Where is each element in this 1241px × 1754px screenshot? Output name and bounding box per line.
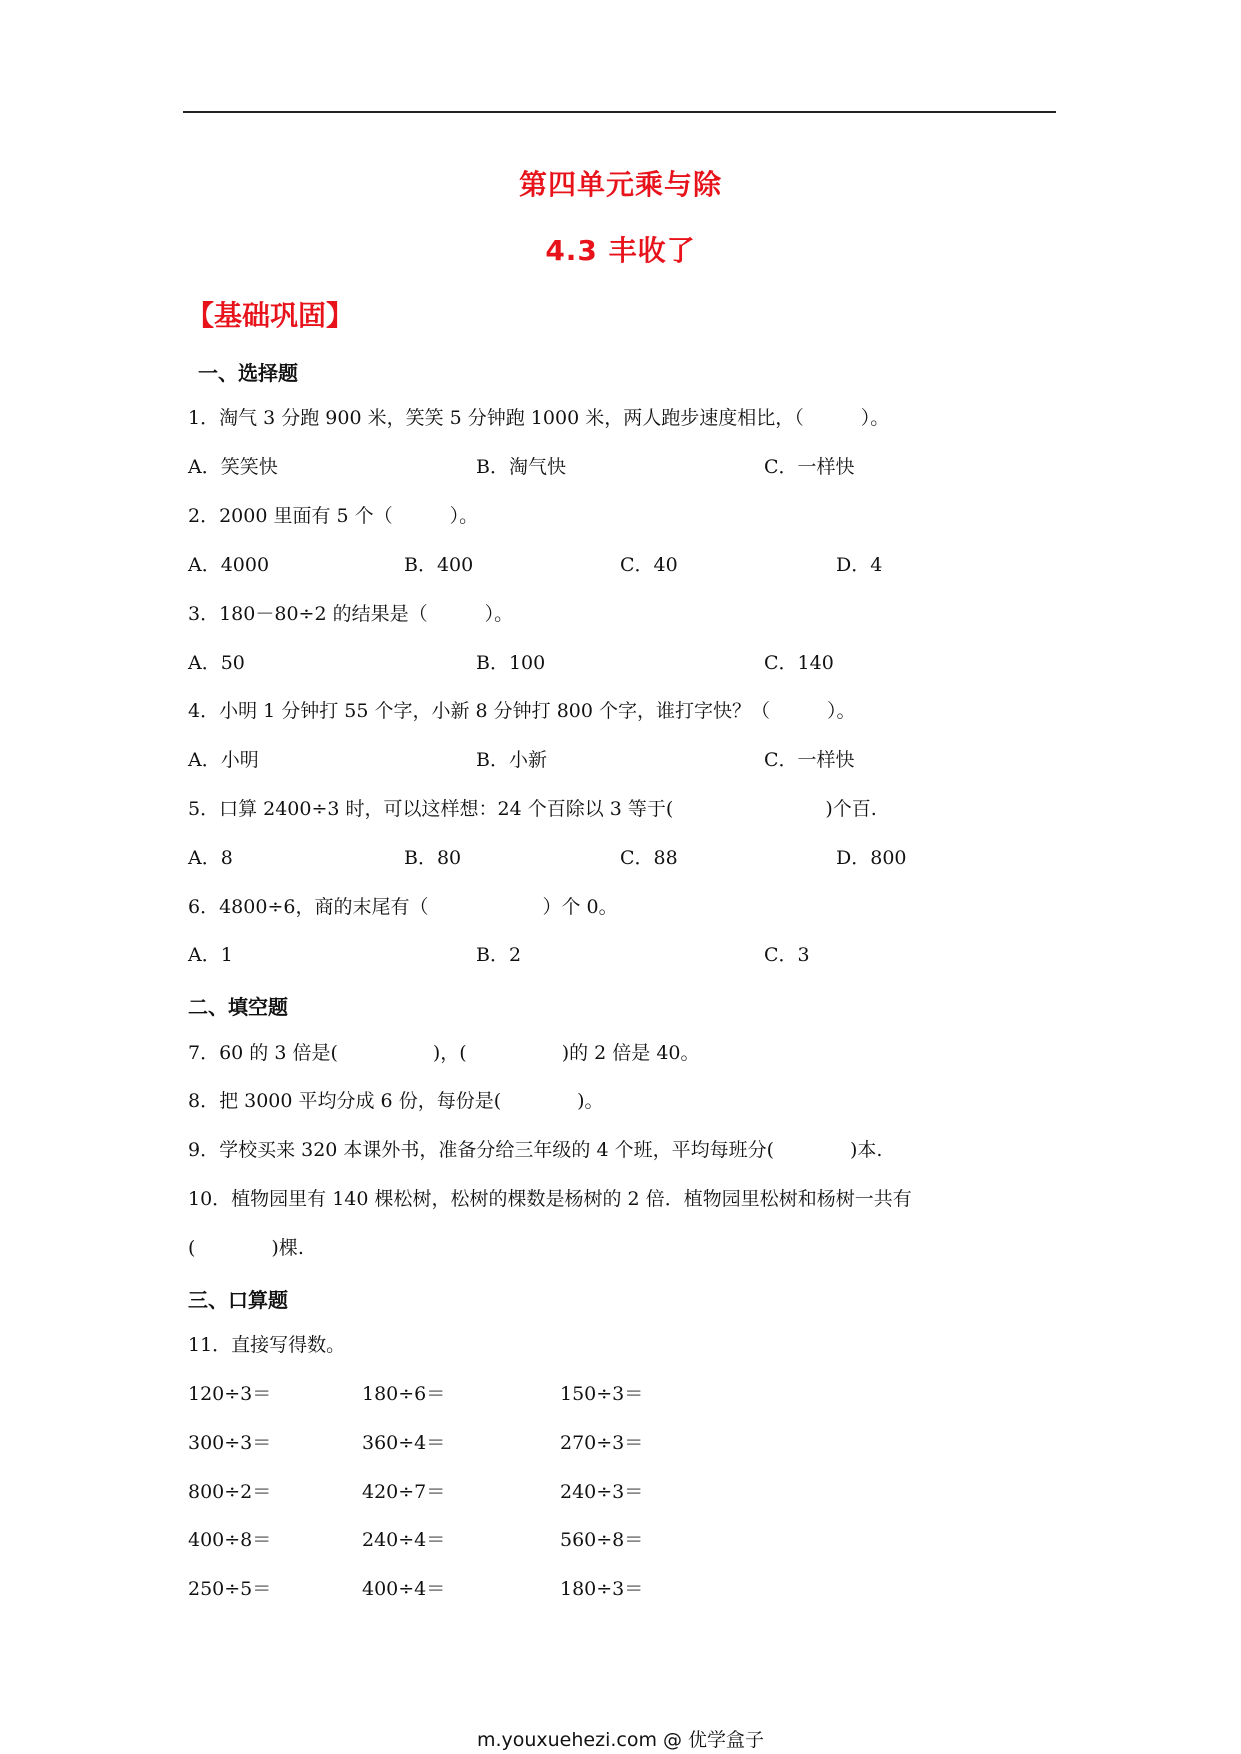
q4-option-b: B．小新 <box>476 749 547 771</box>
calc-item: 180÷6＝ <box>362 1383 446 1405</box>
q6-option-a: A．1 <box>188 944 233 966</box>
question-10: 10．植物园里有 140 棵松树，松树的棵数是杨树的 2 倍．植物园里松树和杨树一共有 <box>188 1188 912 1210</box>
calc-item: 800÷2＝ <box>188 1481 272 1503</box>
calc-item: 300÷3＝ <box>188 1432 272 1454</box>
q2-option-c: C．40 <box>620 554 678 576</box>
q1-option-a: A．笑笑快 <box>188 456 278 478</box>
calc-item: 180÷3＝ <box>560 1578 644 1600</box>
calc-item: 560÷8＝ <box>560 1529 644 1551</box>
calc-item: 420÷7＝ <box>362 1481 446 1503</box>
question-9: 9．学校买来 320 本课外书，准备分给三年级的 4 个班，平均每班分( )本. <box>188 1139 883 1161</box>
question-6: 6．4800÷6，商的末尾有（ ）个 0。 <box>188 896 618 918</box>
q4-option-a: A．小明 <box>188 749 259 771</box>
q3-option-c: C．140 <box>764 652 834 674</box>
page-subtitle: 4.3 丰收了 <box>545 234 696 267</box>
question-8: 8．把 3000 平均分成 6 份，每份是( )。 <box>188 1090 604 1112</box>
footer-watermark[interactable]: m.youxuehezi.com @ 优学盒子 <box>476 1729 765 1751</box>
part2-heading: 二、填空题 <box>188 995 288 1019</box>
q5-option-a: A．8 <box>188 847 233 869</box>
q1-option-c: C．一样快 <box>764 456 855 478</box>
calc-item: 240÷4＝ <box>362 1529 446 1551</box>
question-7: 7．60 的 3 倍是( )，( )的 2 倍是 40。 <box>188 1042 700 1064</box>
question-5: 5．口算 2400÷3 时，可以这样想：24 个百除以 3 等于( )个百. <box>188 798 877 820</box>
q6-option-c: C．3 <box>764 944 810 966</box>
question-11: 11．直接写得数。 <box>188 1334 346 1356</box>
question-2: 2．2000 里面有 5 个（ ）。 <box>188 505 479 527</box>
calc-item: 250÷5＝ <box>188 1578 272 1600</box>
q1-option-b: B．淘气快 <box>476 456 566 478</box>
calc-item: 360÷4＝ <box>362 1432 446 1454</box>
part1-heading: 一、选择题 <box>198 361 298 385</box>
q3-option-a: A．50 <box>188 652 245 674</box>
question-1: 1．淘气 3 分跑 900 米，笑笑 5 分钟跑 1000 米，两人跑步速度相比，（ ）。 <box>188 407 890 429</box>
part3-heading: 三、口算题 <box>188 1288 288 1312</box>
calc-item: 240÷3＝ <box>560 1481 644 1503</box>
calc-item: 270÷3＝ <box>560 1432 644 1454</box>
page-title: 第四单元乘与除 <box>518 168 722 201</box>
q2-option-d: D．4 <box>836 554 883 576</box>
question-10-continued: ( )棵. <box>188 1237 304 1259</box>
q5-option-d: D．800 <box>836 847 907 869</box>
q3-option-b: B．100 <box>476 652 546 674</box>
q5-option-b: B．80 <box>404 847 462 869</box>
calc-item: 400÷4＝ <box>362 1578 446 1600</box>
q4-option-c: C．一样快 <box>764 749 855 771</box>
calc-item: 120÷3＝ <box>188 1383 272 1405</box>
q2-option-b: B．400 <box>404 554 474 576</box>
question-3: 3．180－80÷2 的结果是（ ）。 <box>188 603 514 625</box>
calc-item: 400÷8＝ <box>188 1529 272 1551</box>
q6-option-b: B．2 <box>476 944 522 966</box>
section-title: 【基础巩固】 <box>186 299 355 332</box>
question-4: 4．小明 1 分钟打 55 个字，小新 8 分钟打 800 个字，谁打字快？（ ）。 <box>188 700 856 722</box>
header-rule <box>183 111 1056 113</box>
q2-option-a: A．4000 <box>188 554 270 576</box>
q5-option-c: C．88 <box>620 847 678 869</box>
calc-item: 150÷3＝ <box>560 1383 644 1405</box>
